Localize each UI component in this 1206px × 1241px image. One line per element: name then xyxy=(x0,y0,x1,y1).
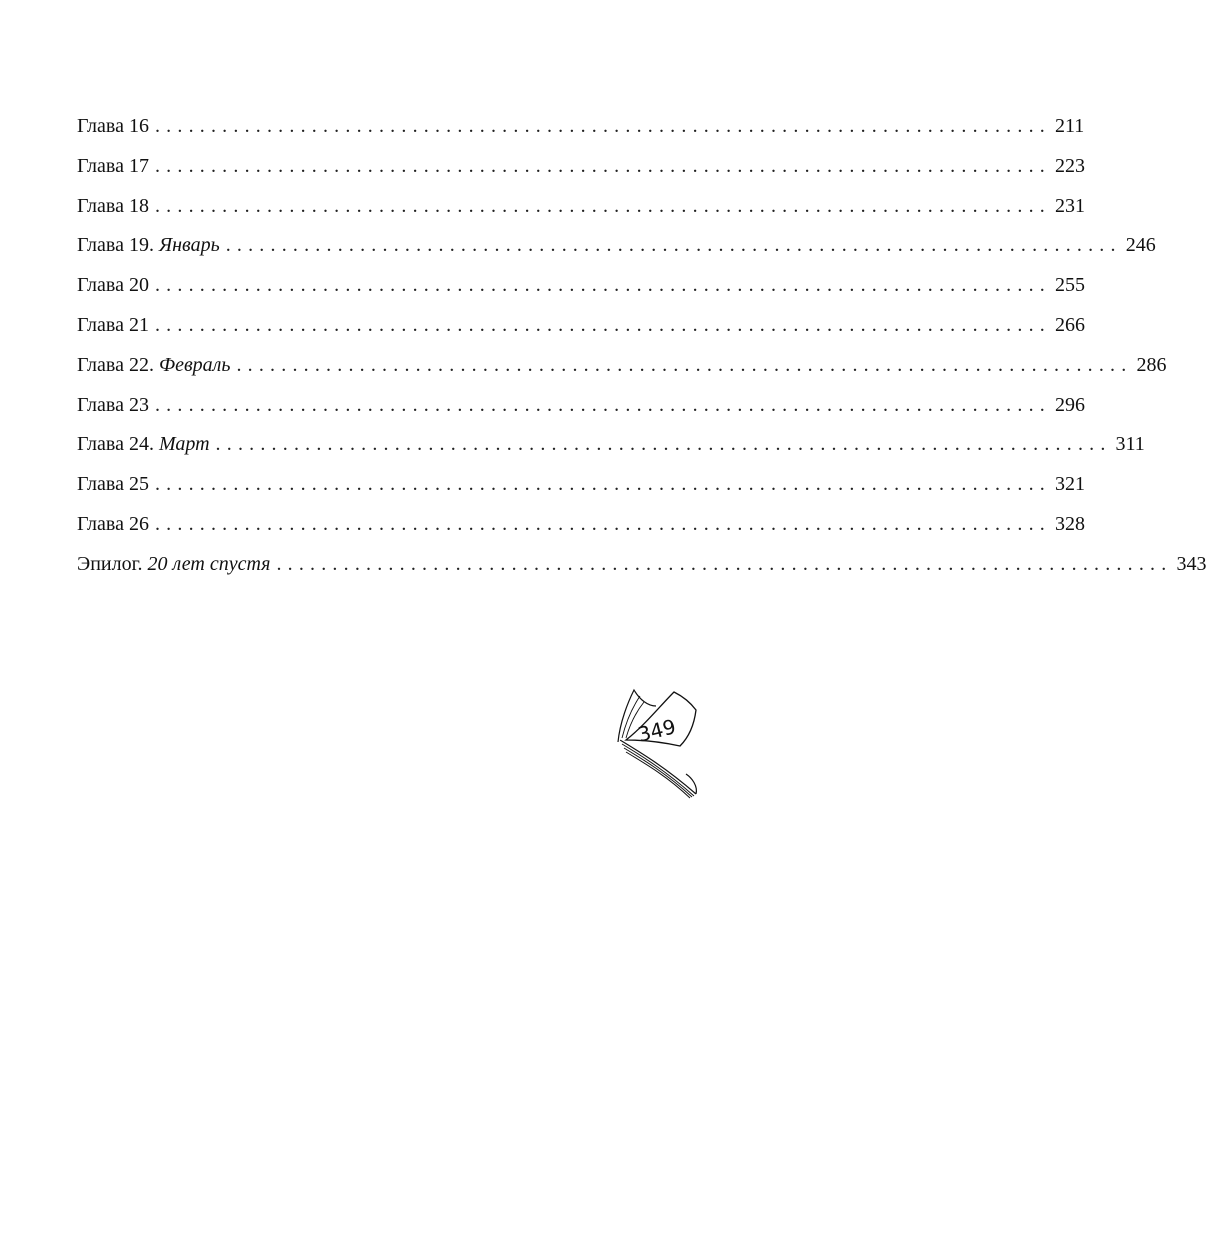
dot-leader: ................................................................................ xyxy=(236,353,1133,376)
toc-entry-label: Глава 21 xyxy=(77,313,149,336)
toc-entry[interactable] xyxy=(77,191,1085,231)
toc-entry-label: Глава 18 xyxy=(77,194,149,217)
toc-entry-page: 311 xyxy=(1115,433,1145,456)
dot-leader: ................................................................................ xyxy=(154,274,1051,297)
toc-entry-page: 328 xyxy=(1054,512,1085,535)
page-number: 349 xyxy=(635,714,679,747)
toc-entry[interactable] xyxy=(77,429,1145,469)
toc-entry-page: 255 xyxy=(1054,274,1085,297)
toc-entry-label: Глава 19. xyxy=(77,234,154,257)
toc-entry-label: Эпилог. xyxy=(77,552,143,575)
dot-leader: ................................................................................ xyxy=(215,433,1112,456)
table-of-contents xyxy=(77,111,1206,589)
toc-entry-page: 286 xyxy=(1136,353,1167,376)
toc-entry[interactable] xyxy=(77,350,1167,390)
dot-leader: ................................................................................ xyxy=(154,393,1051,416)
toc-entry-subtitle: 20 лет спустя xyxy=(147,552,271,575)
toc-entry[interactable] xyxy=(77,151,1085,191)
toc-entry-page: 266 xyxy=(1054,313,1085,336)
toc-entry[interactable] xyxy=(77,111,1085,151)
toc-entry-label: Глава 24. xyxy=(77,433,154,456)
toc-entry[interactable] xyxy=(77,230,1156,270)
toc-entry-page: 231 xyxy=(1054,194,1085,217)
toc-entry[interactable] xyxy=(77,469,1085,509)
toc-entry[interactable] xyxy=(77,270,1085,310)
toc-entry-page: 211 xyxy=(1054,115,1085,137)
toc-entry-label: Глава 16 xyxy=(77,115,149,137)
dot-leader: ................................................................................ xyxy=(154,473,1051,496)
dot-leader: ................................................................................ xyxy=(154,115,1051,137)
toc-entry-page: 223 xyxy=(1054,154,1085,177)
open-book-icon xyxy=(610,682,706,800)
toc-entry-label: Глава 17 xyxy=(77,154,149,177)
toc-entry[interactable] xyxy=(77,390,1085,430)
dot-leader: ................................................................................ xyxy=(154,512,1051,535)
toc-entry[interactable] xyxy=(77,509,1085,549)
dot-leader: ................................................................................ xyxy=(276,552,1173,575)
toc-entry-label: Глава 26 xyxy=(77,512,149,535)
toc-entry-subtitle: Март xyxy=(158,433,210,456)
toc-entry-subtitle: Февраль xyxy=(158,353,231,376)
dot-leader: ................................................................................ xyxy=(154,194,1051,217)
page-number-marker xyxy=(610,682,706,800)
toc-entry-label: Глава 20 xyxy=(77,274,149,297)
dot-leader: ................................................................................ xyxy=(154,313,1051,336)
toc-entry-page: 321 xyxy=(1054,473,1085,496)
toc-entry-subtitle: Январь xyxy=(158,234,220,257)
toc-entry-label: Глава 23 xyxy=(77,393,149,416)
toc-entry-label: Глава 25 xyxy=(77,473,149,496)
toc-entry[interactable] xyxy=(77,549,1206,589)
toc-entry-page: 296 xyxy=(1054,393,1085,416)
toc-entry-page: 343 xyxy=(1176,552,1206,575)
dot-leader: ................................................................................ xyxy=(154,154,1051,177)
toc-entry-page: 246 xyxy=(1125,234,1156,257)
toc-entry[interactable] xyxy=(77,310,1085,350)
dot-leader: ................................................................................ xyxy=(225,234,1122,257)
toc-entry-label: Глава 22. xyxy=(77,353,154,376)
